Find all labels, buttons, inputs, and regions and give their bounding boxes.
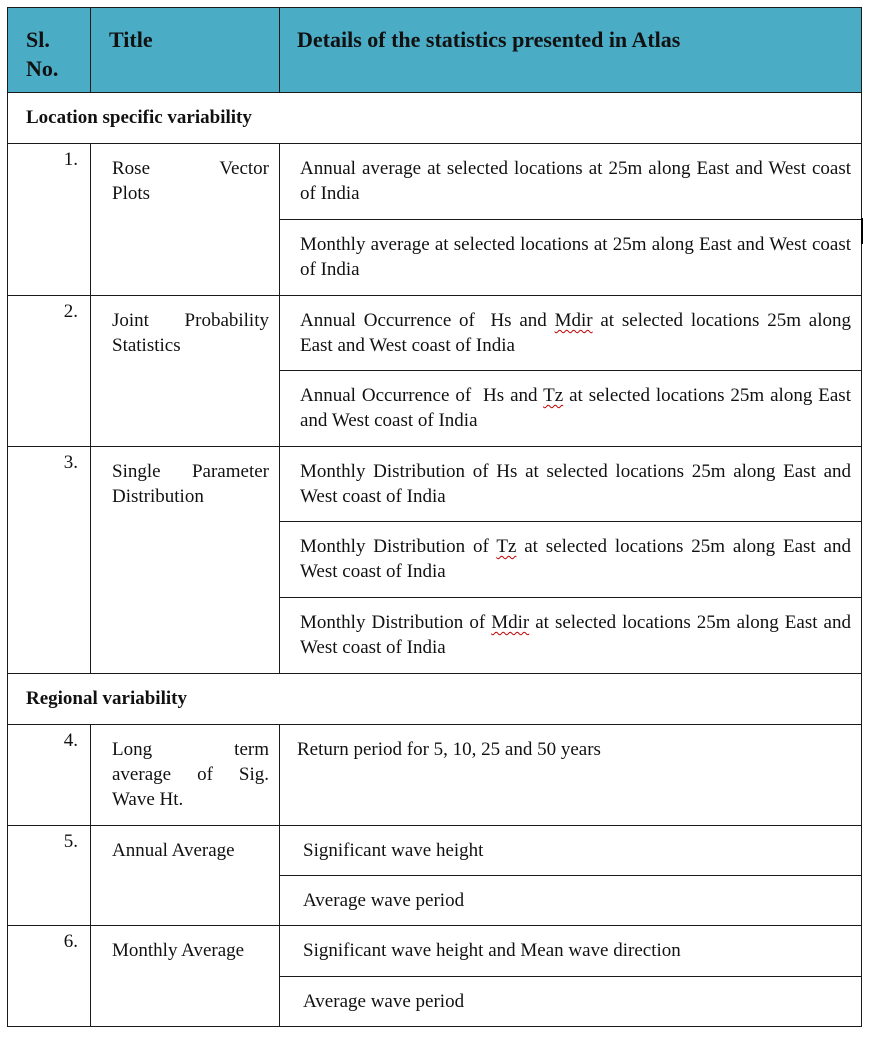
row-detail: Monthly Distribution of Hs at selected locations 25m along East and West coast of India bbox=[280, 447, 862, 522]
row-title-line1 bbox=[112, 156, 269, 181]
row-detail: Annual Occurrence of Hs and Tz at selected locations 25m along East and West coast of India bbox=[280, 371, 862, 447]
section-heading-regional: Regional variability bbox=[8, 674, 862, 725]
row-title-line2: Statistics bbox=[112, 335, 181, 356]
row-title-line2 bbox=[112, 762, 269, 787]
row-title bbox=[91, 725, 280, 826]
spellcheck-word: Mdir bbox=[491, 612, 530, 633]
row-detail: Monthly Distribution of Mdir at selected locations 25m along East and West coast of India bbox=[280, 598, 862, 674]
table-row bbox=[8, 296, 862, 371]
title-word: Sig. bbox=[238, 764, 269, 785]
row-title-line2: Plots bbox=[112, 183, 151, 204]
table-row bbox=[8, 725, 862, 826]
atlas-statistics-table bbox=[7, 7, 862, 1027]
row-number: 2. bbox=[8, 296, 91, 447]
row-detail: Return period for 5, 10, 25 and 50 years bbox=[280, 725, 862, 826]
title-word: term bbox=[234, 739, 269, 760]
row-title-line3: Wave Ht. bbox=[112, 789, 184, 810]
header-details: Details of the statistics presented in Atlas bbox=[280, 8, 862, 93]
row-number: 1. bbox=[8, 144, 91, 296]
spellcheck-word: Tz bbox=[496, 536, 517, 557]
row-title bbox=[91, 144, 280, 296]
row-detail: Monthly average at selected locations at 25m along East and West coast of India bbox=[280, 220, 862, 296]
row-number: 3. bbox=[8, 447, 91, 674]
row-detail: Significant wave height and Mean wave direction bbox=[280, 926, 862, 977]
section-row bbox=[8, 93, 862, 144]
title-word: Long bbox=[112, 739, 153, 760]
row-detail: Average wave period bbox=[280, 876, 862, 926]
title-word: Parameter bbox=[191, 461, 269, 482]
title-word: Rose bbox=[112, 158, 150, 179]
row-detail: Average wave period bbox=[280, 977, 862, 1027]
row-title-line1 bbox=[112, 308, 269, 333]
row-number: 4. bbox=[8, 725, 91, 826]
title-word: average bbox=[112, 764, 172, 785]
row-title-line2: Distribution bbox=[112, 486, 204, 507]
spellcheck-word: Tz bbox=[543, 385, 564, 406]
text-cursor bbox=[861, 218, 863, 244]
row-title: Monthly Average bbox=[91, 926, 280, 1027]
header-row bbox=[8, 8, 862, 93]
row-title-line1 bbox=[112, 737, 269, 762]
row-detail: Annual Occurrence of Hs and Mdir at selected locations 25m along East and West coast of India bbox=[280, 296, 862, 371]
title-word: Joint bbox=[112, 310, 149, 331]
title-word: of bbox=[197, 764, 213, 785]
title-word: Single bbox=[112, 461, 161, 482]
row-detail: Annual average at selected locations at 25m along East and West coast of India bbox=[280, 144, 862, 220]
title-word: Vector bbox=[219, 158, 269, 179]
row-title bbox=[91, 296, 280, 447]
table-row bbox=[8, 826, 862, 876]
header-sl-no: Sl. No. bbox=[8, 8, 91, 93]
row-number: 6. bbox=[8, 926, 91, 1027]
table-row bbox=[8, 144, 862, 220]
row-detail: Significant wave height bbox=[280, 826, 862, 876]
section-row bbox=[8, 674, 862, 725]
row-title: Annual Average bbox=[91, 826, 280, 926]
row-number: 5. bbox=[8, 826, 91, 926]
header-title: Title bbox=[91, 8, 280, 93]
row-detail: Monthly Distribution of Tz at selected locations 25m along East and West coast of India bbox=[280, 522, 862, 598]
row-title bbox=[91, 447, 280, 674]
table-row bbox=[8, 926, 862, 977]
title-word: Probability bbox=[184, 310, 269, 331]
row-title-line1 bbox=[112, 459, 269, 484]
spellcheck-word: Mdir bbox=[554, 310, 593, 331]
table-row bbox=[8, 447, 862, 522]
section-heading-location: Location specific variability bbox=[8, 93, 862, 144]
